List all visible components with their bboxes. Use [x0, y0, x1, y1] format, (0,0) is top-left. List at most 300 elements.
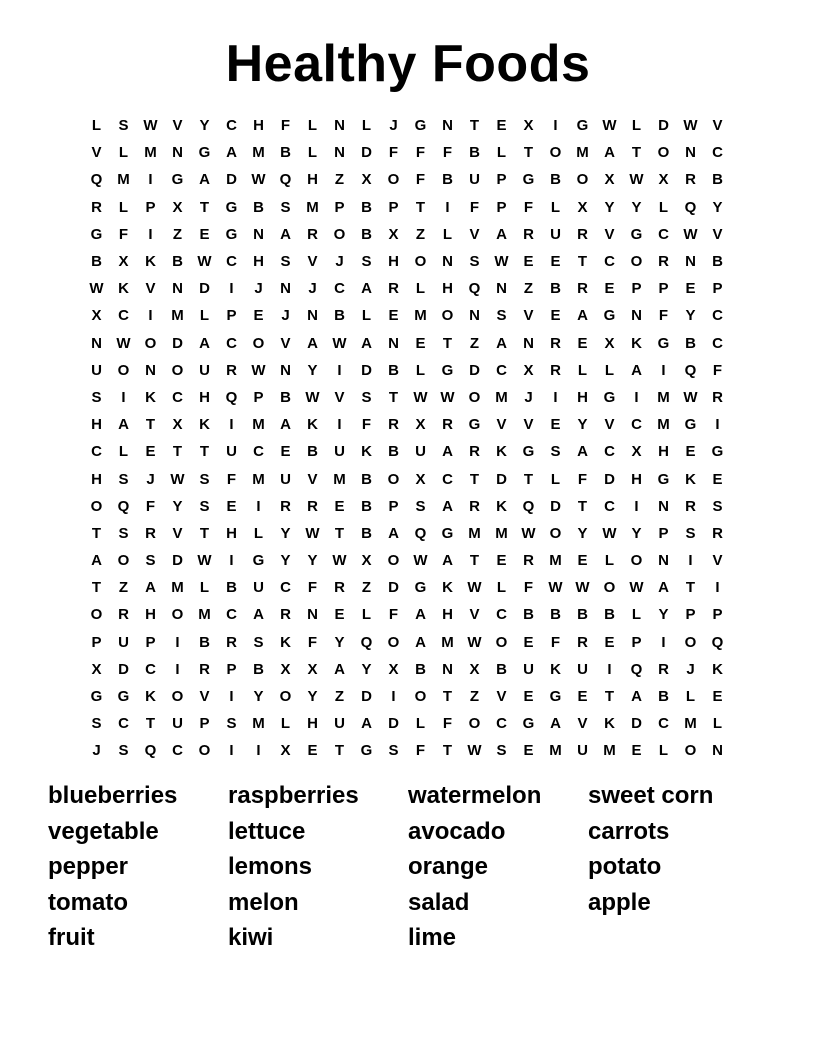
grid-letter: F — [118, 225, 129, 243]
grid-letter: K — [145, 253, 156, 271]
grid-letter: M — [414, 307, 427, 325]
grid-letter: X — [361, 171, 372, 189]
grid-letter: T — [442, 334, 453, 352]
grid-letter: W — [116, 334, 131, 352]
grid-letter: T — [199, 198, 210, 216]
grid-letter: V — [604, 225, 615, 243]
grid-letter: Z — [361, 579, 372, 597]
grid-letter: E — [604, 633, 615, 651]
grid-letter: G — [90, 225, 103, 243]
grid-letter: D — [388, 579, 399, 597]
grid-letter: W — [683, 388, 698, 406]
grid-letter: G — [657, 334, 670, 352]
grid-letter: R — [712, 524, 723, 542]
grid-letter: C — [712, 144, 723, 162]
grid-letter: M — [468, 524, 481, 542]
grid-letter: W — [467, 633, 482, 651]
grid-row — [83, 302, 733, 329]
grid-letter: G — [117, 688, 130, 706]
grid-letter: O — [144, 334, 157, 352]
grid-letter: N — [280, 280, 291, 298]
grid-letter: P — [388, 198, 399, 216]
grid-letter: D — [118, 660, 129, 678]
grid-letter: W — [251, 171, 266, 189]
grid-letter: A — [253, 606, 264, 624]
grid-letter: J — [686, 660, 695, 678]
grid-letter: K — [307, 416, 318, 434]
grid-letter: B — [658, 688, 669, 706]
grid-letter: I — [229, 742, 234, 760]
grid-letter: I — [121, 388, 126, 406]
grid-letter: L — [577, 361, 588, 379]
grid-letter: P — [226, 660, 237, 678]
grid-letter: G — [522, 443, 535, 461]
grid-letter: B — [361, 497, 372, 515]
grid-letter: L — [496, 579, 507, 597]
grid-letter: R — [712, 388, 723, 406]
grid-letter: C — [712, 307, 723, 325]
grid-letter: N — [631, 307, 642, 325]
grid-letter: D — [631, 715, 642, 733]
grid-letter: R — [388, 280, 399, 298]
grid-letter: W — [170, 470, 185, 488]
grid-letter: F — [550, 633, 561, 651]
grid-letter: T — [199, 443, 210, 461]
grid-letter: K — [550, 660, 561, 678]
grid-letter: I — [175, 633, 180, 651]
grid-letter: I — [715, 416, 720, 434]
grid-letter: E — [712, 470, 723, 488]
grid-letter: E — [496, 117, 507, 135]
grid-letter: P — [658, 524, 669, 542]
grid-letter: X — [280, 660, 291, 678]
grid-letter: P — [226, 307, 237, 325]
grid-letter: R — [145, 524, 156, 542]
grid-letter: C — [334, 280, 345, 298]
grid-letter: V — [712, 225, 723, 243]
grid-letter: F — [577, 470, 588, 488]
grid-letter: M — [333, 470, 346, 488]
word-list-item: avocado — [408, 817, 506, 845]
grid-letter: F — [415, 171, 426, 189]
grid-letter: K — [496, 443, 507, 461]
grid-letter: B — [712, 253, 723, 271]
grid-row — [83, 737, 733, 764]
grid-letter: A — [118, 416, 129, 434]
grid-letter: X — [307, 660, 318, 678]
grid-letter: A — [280, 416, 291, 434]
grid-letter: P — [631, 280, 642, 298]
grid-row — [83, 166, 733, 193]
grid-letter: A — [442, 443, 453, 461]
grid-letter: W — [143, 117, 158, 135]
grid-letter: M — [549, 552, 562, 570]
grid-letter: R — [307, 497, 318, 515]
grid-letter: N — [172, 280, 183, 298]
word-list-item: salad — [408, 888, 470, 916]
grid-letter: P — [631, 633, 642, 651]
grid-letter: L — [361, 606, 372, 624]
grid-letter: F — [388, 144, 399, 162]
grid-letter: E — [550, 253, 561, 271]
grid-letter: I — [661, 633, 666, 651]
grid-letter: X — [604, 334, 615, 352]
grid-letter: M — [306, 198, 319, 216]
grid-letter: A — [442, 497, 453, 515]
grid-letter: E — [685, 280, 696, 298]
grid-letter: F — [523, 198, 534, 216]
grid-letter: X — [631, 443, 642, 461]
grid-row — [83, 683, 733, 710]
grid-letter: M — [549, 742, 562, 760]
grid-letter: N — [523, 334, 534, 352]
grid-letter: M — [144, 144, 157, 162]
grid-letter: J — [524, 388, 533, 406]
grid-row — [83, 656, 733, 683]
grid-letter: O — [657, 144, 670, 162]
grid-letter: A — [631, 361, 642, 379]
grid-letter: M — [495, 388, 508, 406]
grid-row — [83, 493, 733, 520]
word-list-item: vegetable — [48, 817, 159, 845]
grid-letter: B — [442, 171, 453, 189]
grid-letter: Y — [604, 198, 615, 216]
grid-letter: A — [388, 524, 399, 542]
grid-letter: K — [631, 334, 642, 352]
grid-letter: F — [442, 715, 453, 733]
grid-letter: G — [603, 388, 616, 406]
grid-row — [83, 465, 733, 492]
grid-letter: U — [253, 579, 264, 597]
grid-letter: O — [279, 688, 292, 706]
grid-letter: I — [229, 280, 234, 298]
grid-letter: G — [576, 117, 589, 135]
grid-letter: G — [522, 715, 535, 733]
grid-letter: H — [442, 280, 453, 298]
grid-letter: K — [496, 497, 507, 515]
grid-letter: N — [145, 361, 156, 379]
grid-letter: R — [388, 416, 399, 434]
grid-letter: X — [172, 416, 183, 434]
grid-letter: W — [629, 171, 644, 189]
grid-row — [83, 139, 733, 166]
grid-letter: H — [442, 606, 453, 624]
grid-letter: O — [603, 579, 616, 597]
grid-letter: L — [118, 198, 129, 216]
grid-letter: R — [280, 497, 291, 515]
word-list-item: lime — [408, 924, 457, 951]
grid-letter: H — [91, 470, 102, 488]
grid-letter: Z — [523, 280, 534, 298]
grid-letter: P — [334, 198, 345, 216]
grid-letter: T — [199, 524, 210, 542]
grid-letter: O — [171, 361, 184, 379]
grid-letter: R — [199, 660, 210, 678]
grid-letter: L — [496, 144, 507, 162]
grid-letter: R — [118, 606, 129, 624]
grid-letter: Q — [225, 388, 238, 406]
grid-letter: N — [658, 497, 669, 515]
grid-letter: E — [199, 225, 210, 243]
grid-letter: G — [414, 579, 427, 597]
grid-letter: F — [415, 144, 426, 162]
grid-letter: G — [360, 742, 373, 760]
grid-letter: C — [226, 117, 237, 135]
grid-letter: I — [553, 117, 558, 135]
word-list-item: blueberries — [48, 782, 178, 809]
grid-row — [83, 520, 733, 547]
grid-letter: L — [415, 715, 426, 733]
grid-letter: E — [415, 334, 426, 352]
grid-letter: L — [118, 443, 129, 461]
grid-letter: E — [577, 334, 588, 352]
grid-letter: R — [685, 171, 696, 189]
grid-row — [83, 438, 733, 465]
grid-letter: Q — [117, 497, 130, 515]
grid-letter: B — [253, 660, 264, 678]
grid-letter: G — [603, 307, 616, 325]
grid-letter: V — [334, 388, 345, 406]
grid-letter: Y — [253, 688, 264, 706]
grid-letter: J — [254, 280, 263, 298]
grid-letter: R — [307, 225, 318, 243]
grid-letter: S — [280, 198, 291, 216]
grid-letter: D — [361, 361, 372, 379]
grid-letter: O — [468, 388, 481, 406]
grid-letter: H — [226, 524, 237, 542]
grid-letter: Q — [414, 524, 427, 542]
grid-letter: M — [576, 144, 589, 162]
grid-letter: T — [334, 524, 345, 542]
grid-letter: C — [118, 715, 129, 733]
grid-letter: H — [388, 253, 399, 271]
grid-letter: K — [199, 416, 210, 434]
grid-letter: Y — [172, 497, 183, 515]
grid-letter: X — [361, 552, 372, 570]
grid-letter: M — [117, 171, 130, 189]
grid-letter: F — [361, 416, 372, 434]
grid-letter: T — [442, 688, 453, 706]
grid-letter: M — [657, 388, 670, 406]
grid-letter: D — [550, 497, 561, 515]
grid-letter: Y — [361, 660, 372, 678]
grid-letter: L — [118, 144, 129, 162]
grid-letter: G — [441, 524, 454, 542]
grid-letter: K — [118, 280, 129, 298]
grid-letter: T — [415, 198, 426, 216]
grid-letter: Z — [334, 688, 345, 706]
grid-letter: M — [252, 470, 265, 488]
grid-letter: C — [226, 606, 237, 624]
grid-letter: I — [553, 388, 558, 406]
grid-letter: E — [496, 552, 507, 570]
grid-letter: S — [388, 742, 399, 760]
grid-letter: E — [550, 416, 561, 434]
grid-letter: L — [550, 470, 561, 488]
grid-letter: B — [334, 307, 345, 325]
grid-letter: V — [172, 117, 183, 135]
grid-letter: W — [521, 524, 536, 542]
grid-letter: F — [145, 497, 156, 515]
grid-letter: Y — [334, 633, 345, 651]
grid-letter: T — [685, 579, 696, 597]
grid-letter: Y — [280, 552, 291, 570]
grid-letter: R — [91, 198, 102, 216]
grid-letter: G — [252, 552, 265, 570]
grid-letter: S — [253, 633, 264, 651]
grid-letter: S — [91, 715, 102, 733]
grid-letter: C — [118, 307, 129, 325]
grid-letter: K — [604, 715, 615, 733]
grid-letter: W — [332, 552, 347, 570]
grid-letter: N — [469, 307, 480, 325]
grid-letter: G — [711, 443, 724, 461]
grid-letter: H — [658, 443, 669, 461]
grid-letter: Q — [711, 633, 724, 651]
grid-letter: X — [415, 470, 426, 488]
grid-letter: G — [549, 688, 562, 706]
word-list-item: orange — [408, 853, 489, 880]
grid-letter: B — [307, 443, 318, 461]
grid-letter: F — [226, 470, 237, 488]
grid-letter: I — [148, 307, 153, 325]
grid-letter: E — [577, 552, 588, 570]
grid-letter: A — [415, 633, 426, 651]
grid-letter: R — [469, 497, 480, 515]
grid-letter: D — [172, 552, 183, 570]
grid-letter: U — [118, 633, 129, 651]
grid-row — [83, 574, 733, 601]
grid-letter: D — [172, 334, 183, 352]
grid-letter: R — [577, 633, 588, 651]
grid-letter: W — [305, 388, 320, 406]
grid-letter: S — [118, 742, 129, 760]
grid-letter: S — [361, 253, 372, 271]
grid-letter: U — [172, 715, 183, 733]
grid-letter: X — [388, 225, 399, 243]
grid-letter: B — [496, 660, 507, 678]
grid-letter: C — [280, 579, 291, 597]
grid-letter: U — [334, 443, 345, 461]
grid-letter: L — [550, 198, 561, 216]
word-list-item: tomato — [48, 888, 128, 916]
grid-letter: V — [280, 334, 291, 352]
grid-letter: A — [361, 280, 372, 298]
grid-letter: P — [388, 497, 399, 515]
grid-letter: W — [305, 524, 320, 542]
grid-letter: D — [658, 117, 669, 135]
grid-letter: J — [92, 742, 101, 760]
grid-letter: F — [307, 633, 318, 651]
grid-letter: B — [361, 198, 372, 216]
grid-letter: D — [469, 361, 480, 379]
grid-letter: A — [226, 144, 237, 162]
grid-letter: V — [307, 470, 318, 488]
grid-letter: S — [118, 470, 129, 488]
grid-letter: B — [388, 443, 399, 461]
grid-letter: H — [145, 606, 156, 624]
grid-letter: U — [334, 715, 345, 733]
grid-letter: S — [496, 742, 507, 760]
grid-letter: S — [118, 524, 129, 542]
grid-letter: E — [577, 688, 588, 706]
grid-letter: N — [442, 660, 453, 678]
grid-letter: W — [548, 579, 563, 597]
grid-letter: T — [91, 524, 102, 542]
grid-letter: Y — [577, 416, 588, 434]
grid-letter: M — [603, 742, 616, 760]
grid-letter: F — [469, 198, 480, 216]
grid-letter: B — [280, 388, 291, 406]
grid-letter: L — [685, 688, 696, 706]
grid-letter: R — [523, 225, 534, 243]
grid-letter: E — [253, 307, 264, 325]
grid-letter: W — [251, 361, 266, 379]
grid-letter: A — [496, 225, 507, 243]
grid-letter: G — [657, 470, 670, 488]
grid-letter: B — [226, 579, 237, 597]
grid-letter: P — [712, 606, 723, 624]
grid-letter: X — [415, 416, 426, 434]
grid-letter: B — [685, 334, 696, 352]
grid-row — [83, 601, 733, 628]
grid-letter: L — [604, 552, 615, 570]
grid-letter: T — [523, 144, 534, 162]
grid-letter: E — [604, 280, 615, 298]
grid-letter: Y — [280, 524, 291, 542]
grid-letter: M — [198, 606, 211, 624]
grid-letter: O — [468, 715, 481, 733]
grid-letter: E — [523, 633, 534, 651]
grid-letter: W — [413, 388, 428, 406]
grid-letter: C — [631, 416, 642, 434]
grid-letter: F — [280, 117, 291, 135]
grid-letter: W — [413, 552, 428, 570]
grid-letter: B — [280, 144, 291, 162]
grid-letter: C — [658, 225, 669, 243]
word-list-item: sweet corn — [588, 782, 714, 809]
word-search-grid — [83, 112, 733, 765]
grid-letter: U — [199, 361, 210, 379]
grid-letter: U — [577, 660, 588, 678]
grid-letter: L — [631, 606, 642, 624]
grid-letter: I — [634, 497, 639, 515]
grid-letter: Y — [199, 117, 210, 135]
grid-letter: M — [495, 524, 508, 542]
grid-letter: C — [604, 443, 615, 461]
grid-letter: T — [577, 497, 588, 515]
grid-letter: B — [712, 171, 723, 189]
grid-letter: I — [337, 361, 342, 379]
grid-letter: W — [332, 334, 347, 352]
grid-letter: Y — [307, 688, 318, 706]
grid-row — [83, 357, 733, 384]
grid-letter: S — [226, 715, 237, 733]
grid-letter: X — [388, 660, 399, 678]
grid-letter: A — [145, 579, 156, 597]
grid-letter: W — [197, 552, 212, 570]
grid-letter: V — [145, 280, 156, 298]
grid-letter: S — [280, 253, 291, 271]
grid-letter: K — [712, 660, 723, 678]
grid-letter: I — [148, 171, 153, 189]
grid-letter: Y — [307, 361, 318, 379]
grid-letter: B — [361, 225, 372, 243]
grid-letter: Y — [307, 552, 318, 570]
grid-letter: U — [577, 742, 588, 760]
grid-letter: L — [199, 307, 210, 325]
grid-row — [83, 330, 733, 357]
